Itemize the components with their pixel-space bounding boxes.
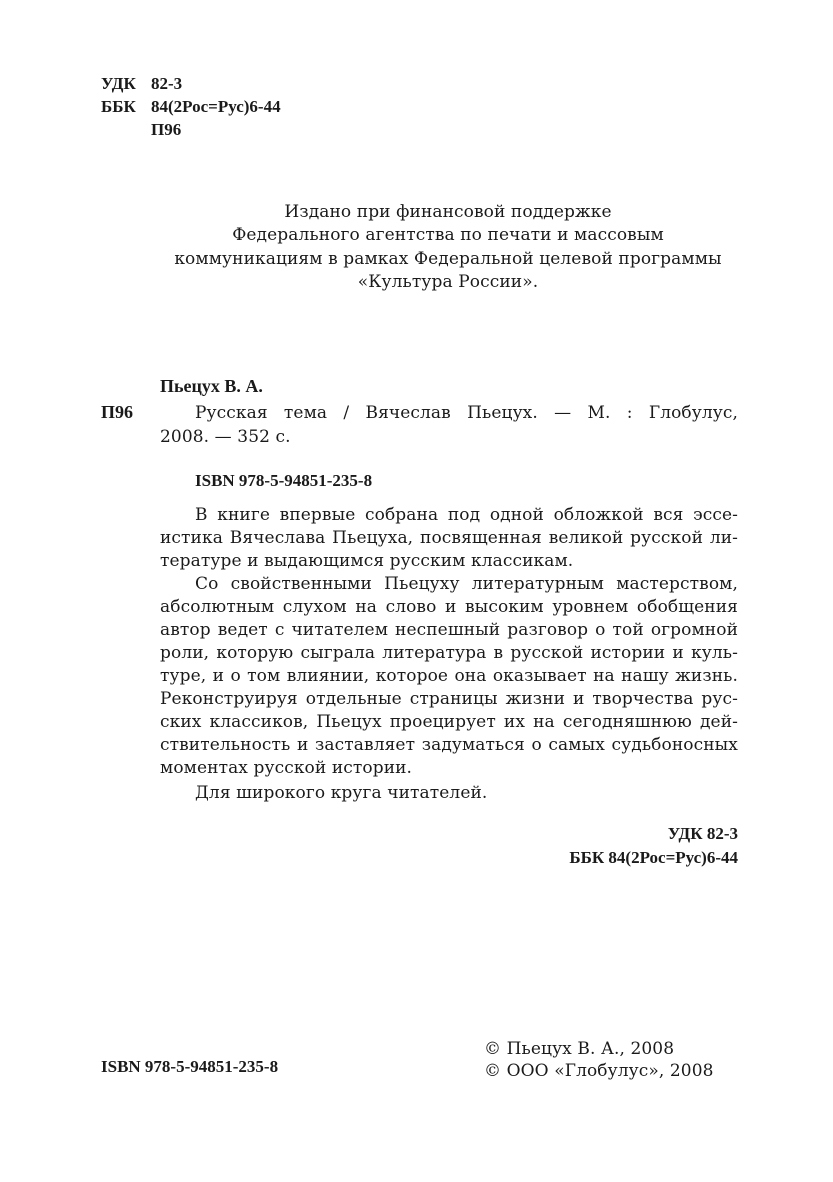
- annotation-line: Реконструируя отдельные страницы жизни и творчества рус-: [160, 689, 738, 709]
- bbk-row: [101, 95, 281, 118]
- udk-label: УДК: [101, 74, 136, 93]
- annotation-line: тературе и выдающимся русским классикам.: [160, 551, 574, 571]
- isbn-record: ISBN 978-5-94851-235-8: [195, 471, 373, 490]
- copyright-author: © Пьецух В. А., 2008: [484, 1039, 675, 1059]
- annotation-line: Со свойственными Пьецуху литературным мастерством,: [195, 574, 738, 594]
- annotation-line: автор ведет с читателем неспешный разговор о той огромной: [160, 620, 738, 640]
- udk-row: [101, 72, 281, 95]
- author-heading: Пьецух В. А.: [160, 376, 263, 396]
- funding-line: Федерального агентства по печати и массовым: [232, 225, 664, 246]
- annotation-line: моментах русской истории.: [160, 758, 413, 778]
- copyright-publisher: © ООО «Глобулус», 2008: [484, 1061, 714, 1081]
- bottom-udk: УДК 82-3: [667, 824, 738, 843]
- annotation-line: абсолютным слухом на слово и высоким уровнем обобщения: [160, 597, 738, 617]
- udk-value: 82-3: [151, 74, 183, 93]
- annotation-line: Для широкого круга читателей.: [195, 783, 488, 803]
- annotation-line: роли, которую сыграла литература в русской истории и куль-: [160, 643, 738, 663]
- annotation-line: туре, и о том влиянии, которое она оказывает на нашу жизнь.: [160, 666, 738, 686]
- bbk-label: ББК: [101, 97, 136, 116]
- title-line: Русская тема / Вячеслав Пьецух. — М. : Глобулус,: [195, 403, 738, 423]
- annotation-line: истика Вячеслава Пьецуха, посвященная великой русской ли-: [160, 528, 738, 548]
- funding-line: коммуникациям в рамках Федеральной целевой программы: [174, 248, 722, 269]
- bottom-bbk: ББК 84(2Рос=Рус)6-44: [569, 848, 738, 867]
- author-sign-margin: П96: [101, 402, 134, 422]
- funding-line: Издано при финансовой поддержке: [284, 202, 612, 222]
- classification-block: [101, 72, 281, 141]
- title-line: 2008. — 352 с.: [160, 427, 291, 447]
- footer-isbn: ISBN 978-5-94851-235-8: [101, 1057, 279, 1076]
- annotation-line: ствительность и заставляет задуматься о самых судьбоносных: [160, 735, 738, 755]
- author-sign-row: [101, 118, 281, 141]
- bbk-value: 84(2Рос=Рус)6-44: [151, 97, 281, 116]
- funding-line: «Культура России».: [357, 271, 539, 292]
- author-sign: П96: [151, 120, 182, 139]
- annotation-line: В книге впервые собрана под одной обложкой вся эссе-: [195, 505, 738, 525]
- annotation-line: ских классиков, Пьецух проецирует их на сегодняшнюю дей-: [160, 712, 738, 732]
- funding-note: [0, 201, 833, 294]
